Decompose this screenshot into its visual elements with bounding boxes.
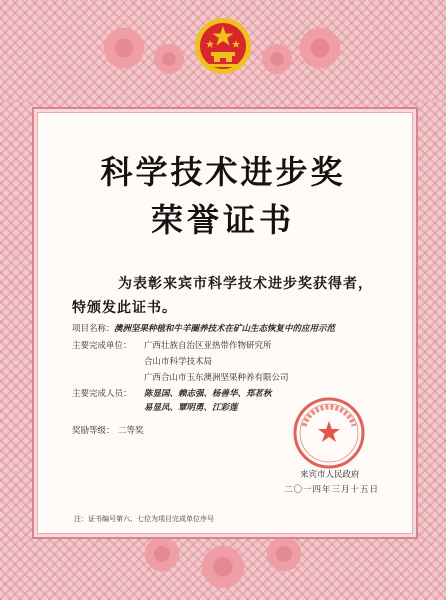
issue-date: 二〇一四年三月十五日	[284, 485, 380, 495]
issuer-name: 来宾市人民政府	[300, 470, 360, 480]
award-label: 奖励等级：	[72, 426, 115, 436]
project-value: 澳洲坚果种植和牛羊圈养技术在矿山生态恢复中的应用示范	[114, 324, 336, 334]
peony-flower-left	[98, 22, 150, 74]
persons-label: 主要完成人员：	[72, 389, 132, 399]
unit-item: 合山市科学技术局	[144, 357, 213, 367]
award-value: 二等奖	[118, 426, 144, 436]
commendation-text: 为表彰来宾市科学技术进步奖获得者，	[118, 276, 373, 292]
footnote: 注：证书编号第六、七位为项目完成单位序号	[74, 515, 214, 523]
peony-flower-right	[294, 22, 346, 74]
project-label: 项目名称：	[72, 324, 115, 334]
certificate-subtitle: 荣誉证书	[150, 201, 295, 239]
peony-flower-inner-left	[150, 40, 188, 78]
unit-item: 广西壮族自治区亚热带作物研究所	[144, 341, 272, 351]
official-seal-icon	[292, 396, 366, 470]
persons-line-1: 陈显国、赖志强、杨善华、郑茗秋	[144, 389, 272, 399]
persons-line-2: 易显凤、覃明勇、江彩莲	[144, 403, 238, 413]
unit-item: 广西合山市玉东澳洲坚果种养有限公司	[144, 373, 289, 383]
peony-flower-inner-right	[258, 40, 296, 78]
units-label: 主要完成单位：	[72, 341, 132, 351]
certificate-title: 科学技术进步奖	[100, 153, 346, 191]
special-issue-text: 特颁发此证书。	[72, 300, 177, 316]
peony-flower-bottom-center	[196, 540, 250, 594]
national-emblem-icon	[193, 16, 253, 76]
